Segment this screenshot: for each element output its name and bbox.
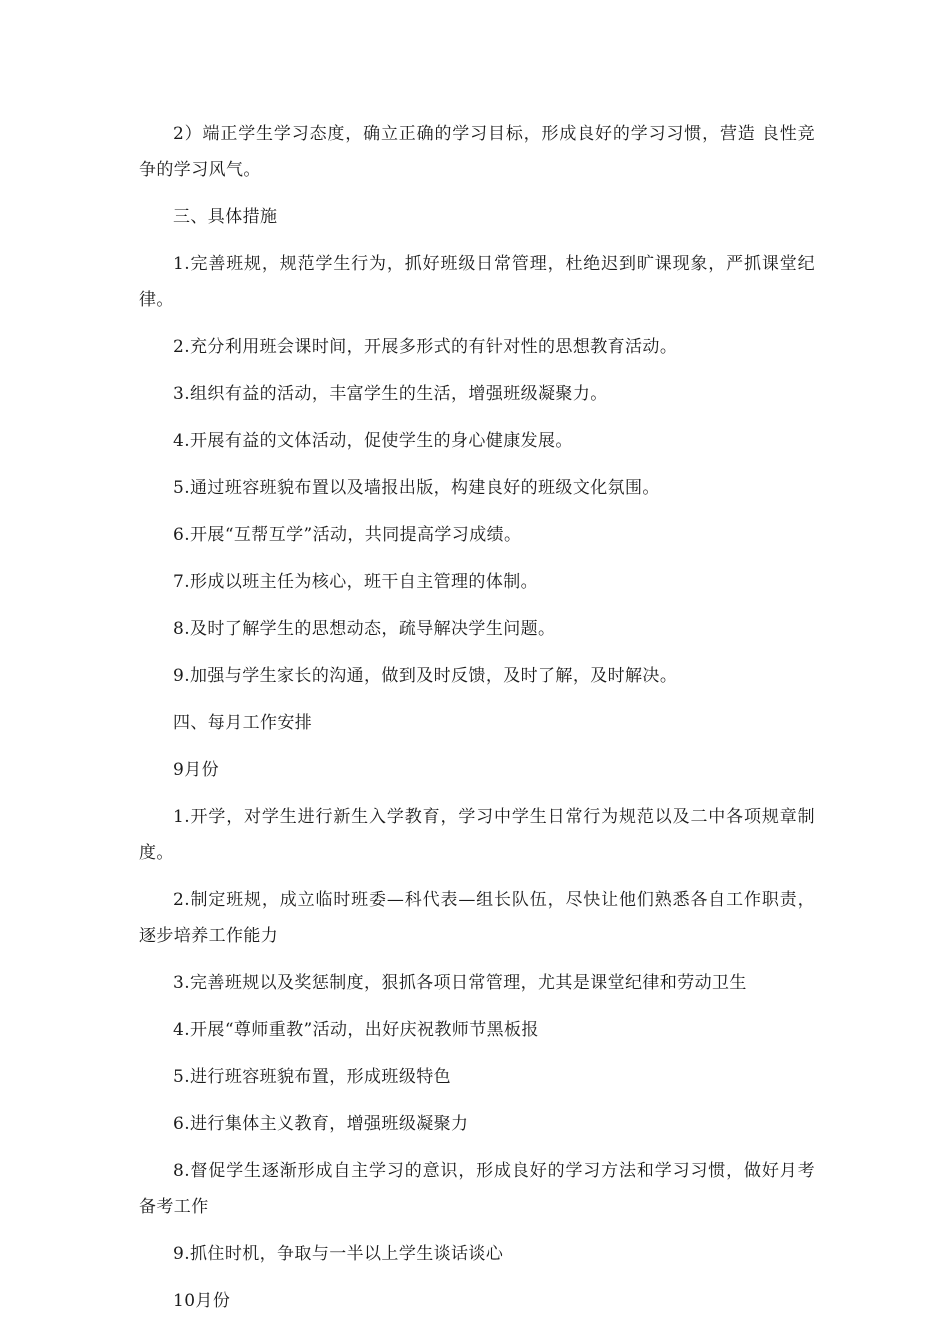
measure-item-3: 3.组织有益的活动，丰富学生的生活，增强班级凝聚力。 <box>173 384 608 404</box>
measure-item-9: 9.加强与学生家长的沟通，做到及时反馈，及时了解，及时解决。 <box>173 666 678 686</box>
september-item-8: 8.督促学生逐渐形成自主学习的意识，形成良好的学习方法和学习习惯，做好月考备考工作 <box>139 1161 815 1217</box>
measure-item-8: 8.及时了解学生的思想动态，疏导解决学生问题。 <box>173 619 556 639</box>
measure-item-4: 4.开展有益的文体活动，促使学生的身心健康发展。 <box>173 431 573 451</box>
month-heading-september: 9月份 <box>173 760 220 780</box>
section-heading-monthly-plan: 四、每月工作安排 <box>173 713 313 733</box>
september-item-6: 6.进行集体主义教育，增强班级凝聚力 <box>173 1114 469 1134</box>
measure-item-1: 1.完善班规，规范学生行为，抓好班级日常管理，杜绝迟到旷课现象，严抓课堂纪律。 <box>139 254 815 310</box>
measure-item-5: 5.通过班容班貌布置以及墙报出版，构建良好的班级文化氛围。 <box>173 478 660 498</box>
september-item-1: 1.开学，对学生进行新生入学教育，学习中学生日常行为规范以及二中各项规章制度。 <box>139 807 815 863</box>
september-item-5: 5.进行班容班貌布置，形成班级特色 <box>173 1067 452 1087</box>
september-item-9: 9.抓住时机，争取与一半以上学生谈话谈心 <box>173 1244 504 1264</box>
month-heading-october: 10月份 <box>173 1291 231 1311</box>
september-item-2: 2.制定班规，成立临时班委—科代表—组长队伍，尽快让他们熟悉各自工作职责，逐步培养工作能力 <box>139 890 815 946</box>
september-item-4: 4.开展“尊师重教”活动，出好庆祝教师节黑板报 <box>173 1020 539 1040</box>
measure-item-2: 2.充分利用班会课时间，开展多形式的有针对性的思想教育活动。 <box>173 337 678 357</box>
paragraph-attitude: 2）端正学生学习态度，确立正确的学习目标，形成良好的学习习惯，营造 良性竞争的学习风气。 <box>139 124 815 180</box>
measure-item-6: 6.开展“互帮互学”活动，共同提高学习成绩。 <box>173 525 522 545</box>
september-item-3: 3.完善班规以及奖惩制度，狠抓各项日常管理，尤其是课堂纪律和劳动卫生 <box>173 973 747 993</box>
section-heading-measures: 三、具体措施 <box>173 207 278 227</box>
measure-item-7: 7.形成以班主任为核心，班干自主管理的体制。 <box>173 572 539 592</box>
document-body <box>139 116 815 1330</box>
